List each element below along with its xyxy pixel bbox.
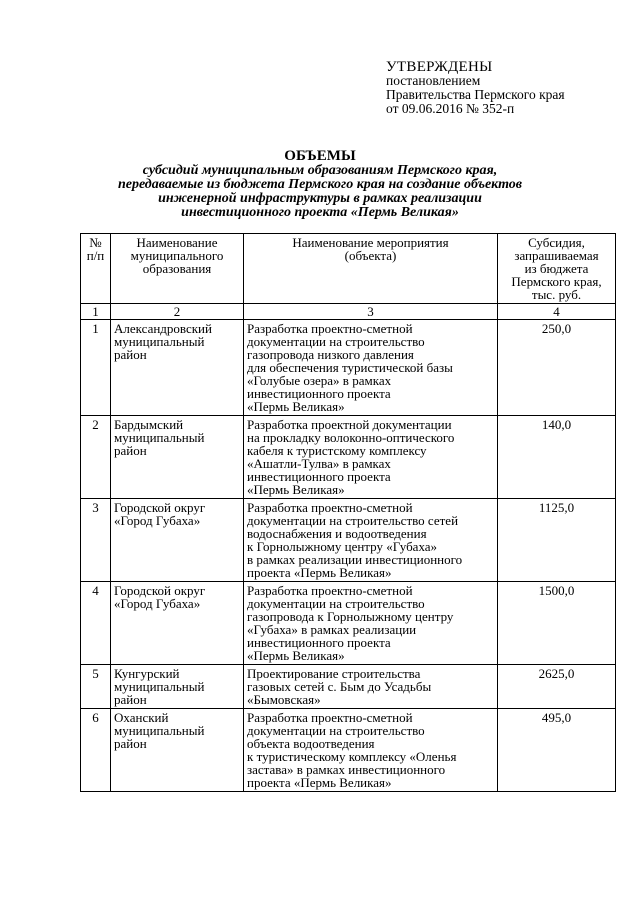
cell-line: муниципальный (114, 679, 205, 694)
cell-line: из бюджета (524, 261, 589, 276)
subtitle-line: инженерной инфраструктуры в рамках реализации (158, 191, 482, 206)
cell-line: «Пермь Великая» (247, 482, 345, 497)
cell-line: Бардымский (114, 417, 184, 432)
cell-line: газопровода низкого давления (247, 347, 414, 362)
approval-line: постановлением (386, 73, 481, 88)
row-number: 5 (81, 665, 111, 709)
subsidy-amount: 1500,0 (498, 582, 616, 665)
cell-line: Разработка проектно-сметной (247, 321, 413, 336)
subtitle-line: инвестиционного проекта «Пермь Великая» (181, 205, 459, 220)
cell-line: Разработка проектно-сметной (247, 710, 413, 725)
cell-line: № (89, 235, 102, 250)
table-row (81, 320, 616, 416)
column-number: 1 (81, 304, 111, 320)
row-number: 6 (81, 709, 111, 792)
cell-line: газовых сетей с. Бым до Усадьбы (247, 679, 432, 694)
row-number: 2 (81, 416, 111, 499)
column-number: 2 (111, 304, 244, 320)
cell-line: Проектирование строительства (247, 666, 421, 681)
municipality-cell (111, 416, 244, 499)
subsidy-amount: 250,0 (498, 320, 616, 416)
cell-line: «Голубые озера» в рамках (247, 373, 392, 388)
cell-line: район (114, 692, 147, 707)
cell-line: муниципальный (114, 334, 205, 349)
cell-line: район (114, 443, 147, 458)
subsidy-amount: 2625,0 (498, 665, 616, 709)
cell-line: Разработка проектно-сметной (247, 583, 413, 598)
cell-line: водоснабжения и водоотведения (247, 526, 427, 541)
cell-line: тыс. руб. (531, 287, 582, 302)
event-cell (244, 320, 498, 416)
cell-line: «Губаха» в рамках реализации (247, 622, 417, 637)
municipality-cell (111, 709, 244, 792)
column-number: 4 (498, 304, 616, 320)
subsidy-amount: 140,0 (498, 416, 616, 499)
row-number: 1 (81, 320, 111, 416)
event-cell (244, 416, 498, 499)
cell-line: Пермского края, (511, 274, 602, 289)
subtitle-line: субсидий муниципальным образованиям Пермского края, (142, 163, 498, 178)
cell-line: к туристическому комплексу «Оленья (247, 749, 457, 764)
column-number: 3 (244, 304, 498, 320)
approval-heading: УТВЕРЖДЕНЫ (386, 59, 493, 75)
cell-line: документации на строительство (247, 334, 425, 349)
table-row (81, 499, 616, 582)
municipality-cell (111, 582, 244, 665)
cell-line: «Город Губаха» (114, 513, 201, 528)
cell-line: газопровода к Горнолыжному центру (247, 609, 454, 624)
table-row (81, 416, 616, 499)
row-number: 3 (81, 499, 111, 582)
cell-line: документации на строительство (247, 723, 425, 738)
cell-line: «Город Губаха» (114, 596, 201, 611)
cell-line: Субсидия, (528, 235, 585, 250)
table-row (81, 582, 616, 665)
header-municipality (111, 234, 244, 304)
subsidy-table (80, 233, 616, 792)
table-row (81, 665, 616, 709)
cell-line: объекта водоотведения (247, 736, 375, 751)
cell-line: Оханский (114, 710, 169, 725)
cell-line: «Пермь Великая» (247, 399, 345, 414)
cell-line: документации на строительство сетей (247, 513, 459, 528)
cell-line: Городской округ (114, 583, 206, 598)
header-event (244, 234, 498, 304)
event-cell (244, 709, 498, 792)
cell-line: Наименование мероприятия (292, 235, 449, 250)
document-subtitle (90, 164, 550, 220)
cell-line: район (114, 736, 147, 751)
table-header-row (81, 234, 616, 304)
cell-line: муниципального (130, 248, 224, 263)
cell-line: застава» в рамках инвестиционного (247, 762, 446, 777)
cell-line: инвестиционного проекта (247, 386, 391, 401)
approval-stamp (386, 60, 565, 116)
cell-line: проекта «Пермь Великая» (247, 775, 392, 790)
subsidy-amount: 495,0 (498, 709, 616, 792)
cell-line: инвестиционного проекта (247, 635, 391, 650)
cell-line: Александровский (114, 321, 212, 336)
cell-line: Разработка проектной документации (247, 417, 452, 432)
document-title: ОБЪЕМЫ (284, 148, 356, 164)
approval-line: Правительства Пермского края (386, 87, 565, 102)
column-number-row (81, 304, 616, 320)
cell-line: на прокладку волоконно-оптического (247, 430, 455, 445)
cell-line: муниципальный (114, 430, 205, 445)
table-row (81, 709, 616, 792)
municipality-cell (111, 499, 244, 582)
municipality-cell (111, 320, 244, 416)
cell-line: образования (142, 261, 212, 276)
cell-line: для обеспечения туристической базы (247, 360, 453, 375)
table-body (81, 320, 616, 792)
cell-line: Кунгурский (114, 666, 180, 681)
event-cell (244, 499, 498, 582)
cell-line: Разработка проектно-сметной (247, 500, 413, 515)
municipality-cell (111, 665, 244, 709)
event-cell (244, 665, 498, 709)
approval-date-line: от 09.06.2016 № 352-п (386, 101, 515, 116)
cell-line: проекта «Пермь Великая» (247, 565, 392, 580)
cell-line: муниципальный (114, 723, 205, 738)
cell-line: Наименование (136, 235, 218, 250)
header-number (81, 234, 111, 304)
cell-line: «Ашатли-Тулва» в рамках (247, 456, 391, 471)
cell-line: запрашиваемая (514, 248, 599, 263)
cell-line: (объекта) (344, 248, 397, 263)
cell-line: инвестиционного проекта (247, 469, 391, 484)
cell-line: документации на строительство (247, 596, 425, 611)
subsidy-amount: 1125,0 (498, 499, 616, 582)
subtitle-line: передаваемые из бюджета Пермского края на создание объектов (117, 177, 523, 192)
cell-line: район (114, 347, 147, 362)
event-cell (244, 582, 498, 665)
cell-line: «Пермь Великая» (247, 648, 345, 663)
header-subsidy (498, 234, 616, 304)
cell-line: к Горнолыжному центру «Губаха» (247, 539, 438, 554)
cell-line: в рамках реализации инвестиционного (247, 552, 463, 567)
cell-line: п/п (86, 248, 105, 263)
cell-line: Городской округ (114, 500, 206, 515)
cell-line: кабеля к туристскому комплексу (247, 443, 427, 458)
row-number: 4 (81, 582, 111, 665)
cell-line: «Бымовская» (247, 692, 321, 707)
